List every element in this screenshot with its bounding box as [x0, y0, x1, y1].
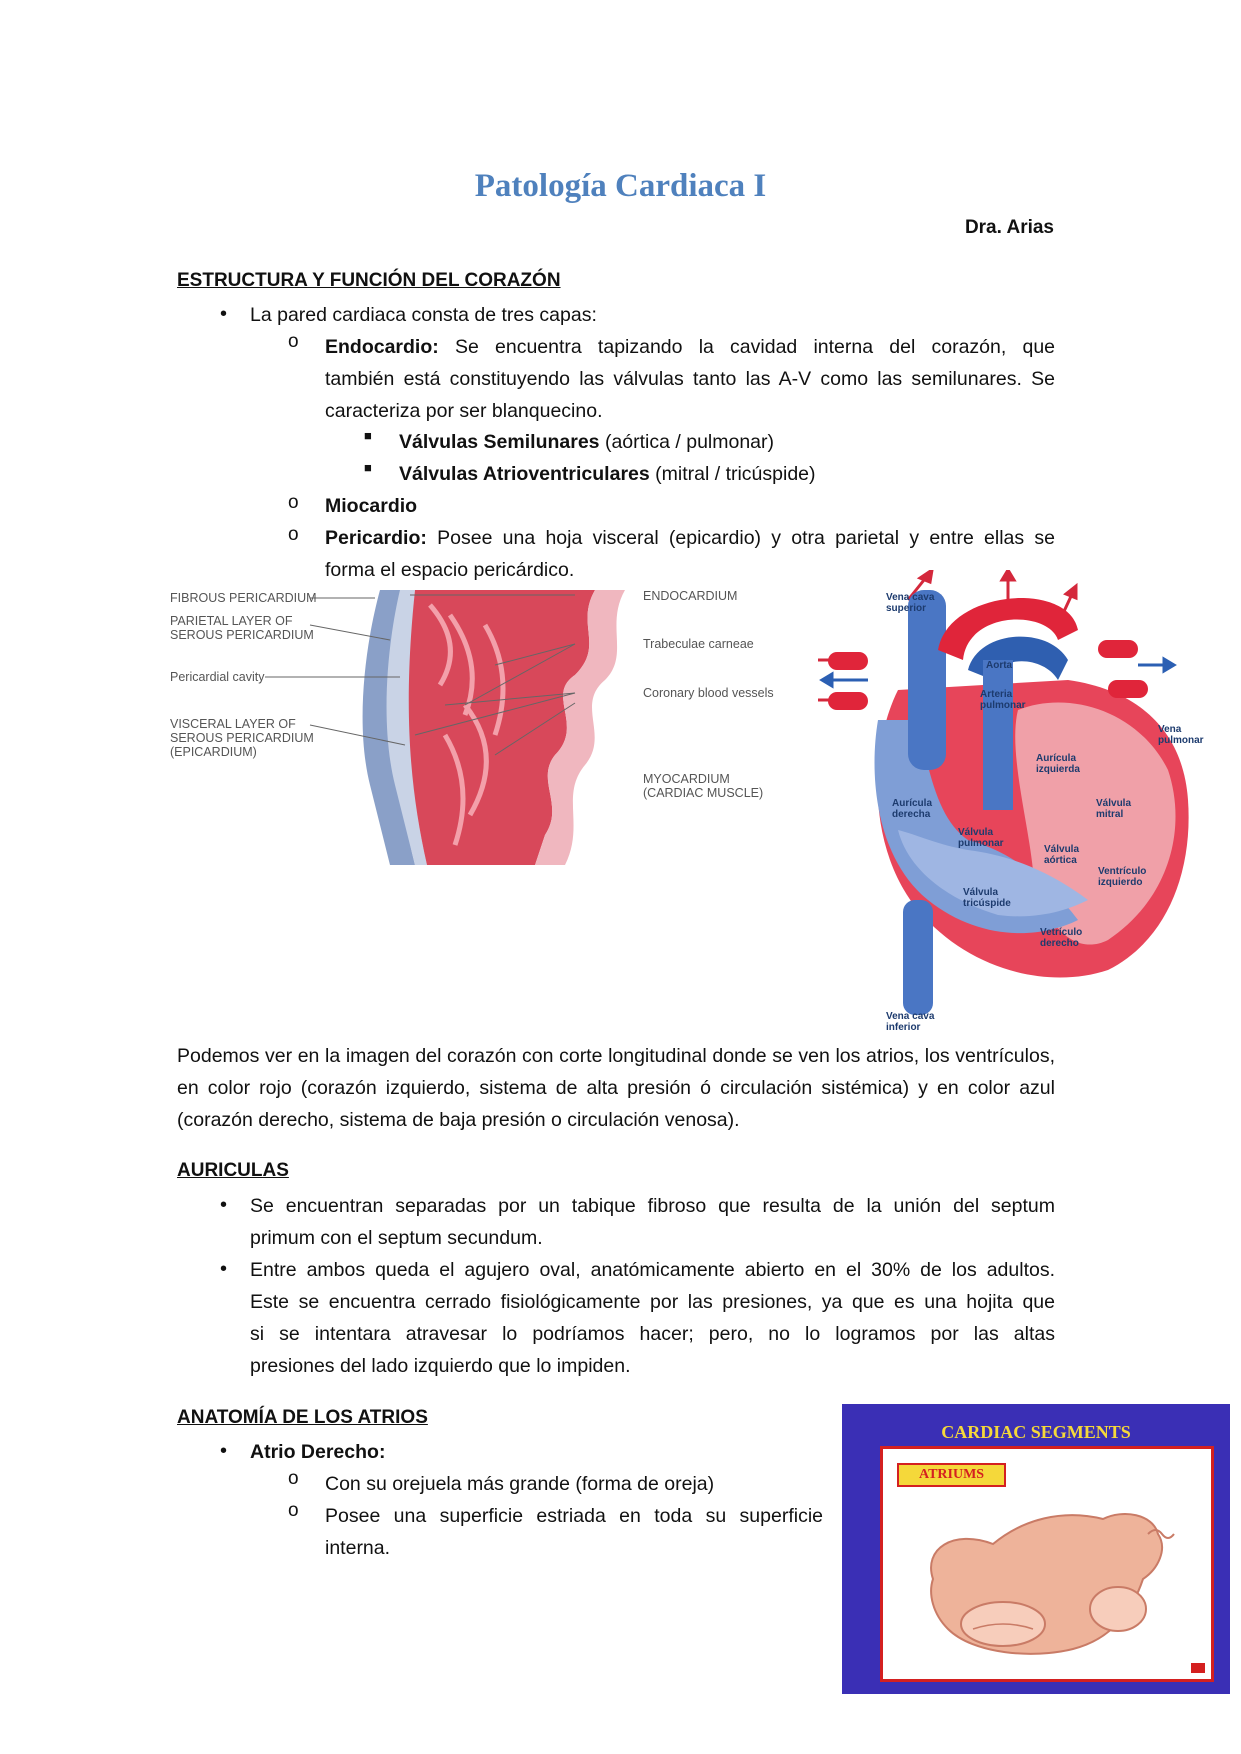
heart-wall-figure — [165, 585, 805, 865]
pulmonary-trunk — [983, 660, 1013, 810]
label-fibrous-pericardium: FIBROUS PERICARDIUM — [170, 591, 317, 605]
lbl-valvula-tricuspide-2: tricúspide — [963, 898, 1011, 909]
label-serous-pericardium: SEROUS PERICARDIUM — [170, 628, 314, 642]
atrio-derecho: Atrio Derecho: — [250, 1441, 386, 1463]
lbl-valvula-mitral-1: Válvula — [1096, 798, 1132, 809]
lbl-arteria-1: Arteria — [980, 689, 1013, 700]
valvulas-semilunares-label: Válvulas Semilunares — [399, 431, 600, 453]
label-cardiac-muscle: (CARDIAC MUSCLE) — [643, 786, 764, 800]
endocardio-line-2: también está constituyendo las válvulas tanto las A-V como las semilunares. Se — [325, 368, 1055, 390]
lbl-auricula-izq-2: izquierda — [1036, 764, 1080, 775]
bullet-icon: • — [220, 1440, 228, 1462]
lbl-vena-cava-inf-2: inferior — [886, 1022, 921, 1033]
atriums-tag: ATRIUMS — [897, 1463, 1006, 1487]
lbl-vena-cava-sup-1: Vena cava — [886, 592, 935, 603]
lbl-ventriculo-izq-2: izquierdo — [1098, 877, 1143, 888]
publisher-logo — [1191, 1663, 1205, 1673]
pericardio-line-1 — [325, 522, 1055, 554]
circle-bullet-icon: o — [288, 524, 299, 545]
valvulas-av — [399, 458, 816, 490]
miocardio — [325, 490, 417, 522]
lbl-vena-pulmonar-2: pulmonar — [1158, 735, 1204, 746]
lbl-valvula-pulmonar-1: Válvula — [958, 827, 994, 838]
lbl-vena-cava-sup-2: superior — [886, 603, 927, 614]
label-myocardium: MYOCARDIUM — [643, 772, 730, 786]
pericardio-line-2: forma el espacio pericárdico. — [325, 559, 575, 581]
cardiac-segments-figure — [842, 1404, 1230, 1694]
page-title: Patología Cardiaca I — [474, 168, 767, 204]
auriculas-b2-line-2: Este se encuentra cerrado fisiológicamente por las presiones, ya que es una hojita que — [250, 1291, 1055, 1313]
pericardio-text: Posee una hoja visceral (epicardio) y otra parietal y entre ellas se — [437, 527, 1055, 549]
bullet-icon: • — [220, 1194, 228, 1216]
atrio-derecho-item-1: Con su orejuela más grande (forma de oreja) — [325, 1473, 715, 1495]
label-epicardium: (EPICARDIUM) — [170, 745, 257, 759]
list-item: La pared cardiaca consta de tres capas: — [250, 304, 597, 326]
valvulas-semilunares-text: (aórtica / pulmonar) — [599, 431, 775, 453]
auriculas-b1-line-2: primum con el septum secundum. — [250, 1227, 543, 1249]
miocardio-label: Miocardio — [325, 495, 418, 517]
section-heading-auriculas: AURICULAS — [177, 1160, 289, 1181]
lbl-aorta: Aorta — [986, 660, 1013, 671]
circle-bullet-icon: o — [288, 1500, 299, 1521]
author: Dra. Arias — [964, 217, 1054, 238]
endocardio-line-1 — [325, 331, 1055, 363]
circle-bullet-icon: o — [288, 492, 299, 513]
endocardio-line-3: caracteriza por ser blanquecino. — [325, 400, 603, 422]
valvulas-av-label: Válvulas Atrioventriculares — [399, 463, 650, 485]
lbl-valvula-mitral-2: mitral — [1096, 809, 1124, 820]
atrio-derecho-item-2-line-1: Posee una superficie estriada en toda su superficie — [325, 1505, 823, 1527]
section-heading-anatomia: ANATOMÍA DE LOS ATRIOS — [177, 1407, 428, 1428]
lbl-valvula-pulmonar-2: pulmonar — [958, 838, 1004, 849]
label-coronary-vessels: Coronary blood vessels — [643, 686, 774, 700]
auriculas-b1-line-1: Se encuentran separadas por un tabique fibroso que resulta de la unión del septum — [250, 1195, 1055, 1217]
lbl-auricula-der-2: derecha — [892, 809, 931, 820]
pericardio-label: Pericardio: — [325, 527, 427, 549]
lbl-ventriculo-der-1: Vetrículo — [1040, 927, 1083, 938]
section-heading-estructura: ESTRUCTURA Y FUNCIÓN DEL CORAZÓN — [177, 270, 561, 291]
vena-cava-superior — [908, 590, 946, 770]
label-endocardium: ENDOCARDIUM — [643, 589, 738, 603]
square-bullet-icon: ■ — [364, 428, 372, 443]
atria-illustration — [913, 1489, 1183, 1669]
atrio-derecho-item-2-line-2: interna. — [325, 1537, 391, 1559]
label-visceral-layer: VISCERAL LAYER OF — [170, 717, 296, 731]
label-serous-pericardium-2: SEROUS PERICARDIUM — [170, 731, 314, 745]
lbl-ventriculo-der-2: derecho — [1040, 938, 1079, 949]
description-paragraph: Podemos ver en la imagen del corazón con corte longitudinal donde se ven los atrios, los ventrículos, en color rojo (corazón izquierdo, sistema de alta presión ó circulación sistémica) y en color azul (corazón derecho, sistema de baja presión o circulación venosa). — [177, 1045, 1055, 1131]
lbl-valvula-tricuspide-1: Válvula — [963, 887, 999, 898]
valvulas-av-text: (mitral / tricúspide) — [649, 463, 816, 485]
endocardio-text: Se encuentra tapizando la cavidad interna del corazón, que — [454, 336, 1056, 358]
lbl-arteria-2: pulmonar — [980, 700, 1026, 711]
auriculas-b2-line-1: Entre ambos queda el agujero oval, anatómicamente abierto en el 30% de los adultos. — [250, 1259, 1055, 1281]
circle-bullet-icon: o — [288, 1468, 299, 1489]
endocardio-label: Endocardio: — [325, 336, 439, 358]
lbl-auricula-izq-1: Aurícula — [1036, 753, 1077, 764]
auriculas-b2-line-3: si se intentara atravesar lo podríamos hacer; pero, no lo logramos por las altas — [250, 1323, 1055, 1345]
bullet-icon: • — [220, 1258, 228, 1280]
label-parietal-layer: PARIETAL LAYER OF — [170, 614, 293, 628]
label-trabeculae: Trabeculae carneae — [643, 637, 754, 651]
heart-section-figure — [808, 570, 1208, 1035]
slide-panel — [880, 1446, 1214, 1682]
lbl-auricula-der-1: Aurícula — [892, 798, 933, 809]
bullet-icon: • — [220, 303, 228, 325]
square-bullet-icon: ■ — [364, 460, 372, 475]
circle-bullet-icon: o — [288, 331, 299, 352]
lbl-valvula-aortica-2: aórtica — [1044, 855, 1077, 866]
vena-cava-inferior — [903, 900, 933, 1015]
auriculas-b2-line-4: presiones del lado izquierdo que lo impiden. — [250, 1355, 631, 1377]
lbl-vena-pulmonar-1: Vena — [1158, 724, 1182, 735]
lbl-valvula-aortica-1: Válvula — [1044, 844, 1080, 855]
lbl-vena-cava-inf-1: Vena cava — [886, 1011, 935, 1022]
label-pericardial-cavity: Pericardial cavity — [170, 670, 265, 684]
slide-title: CARDIAC SEGMENTS — [941, 1422, 1131, 1442]
valvulas-semilunares — [399, 426, 774, 458]
lbl-ventriculo-izq-1: Ventrículo — [1098, 866, 1147, 877]
